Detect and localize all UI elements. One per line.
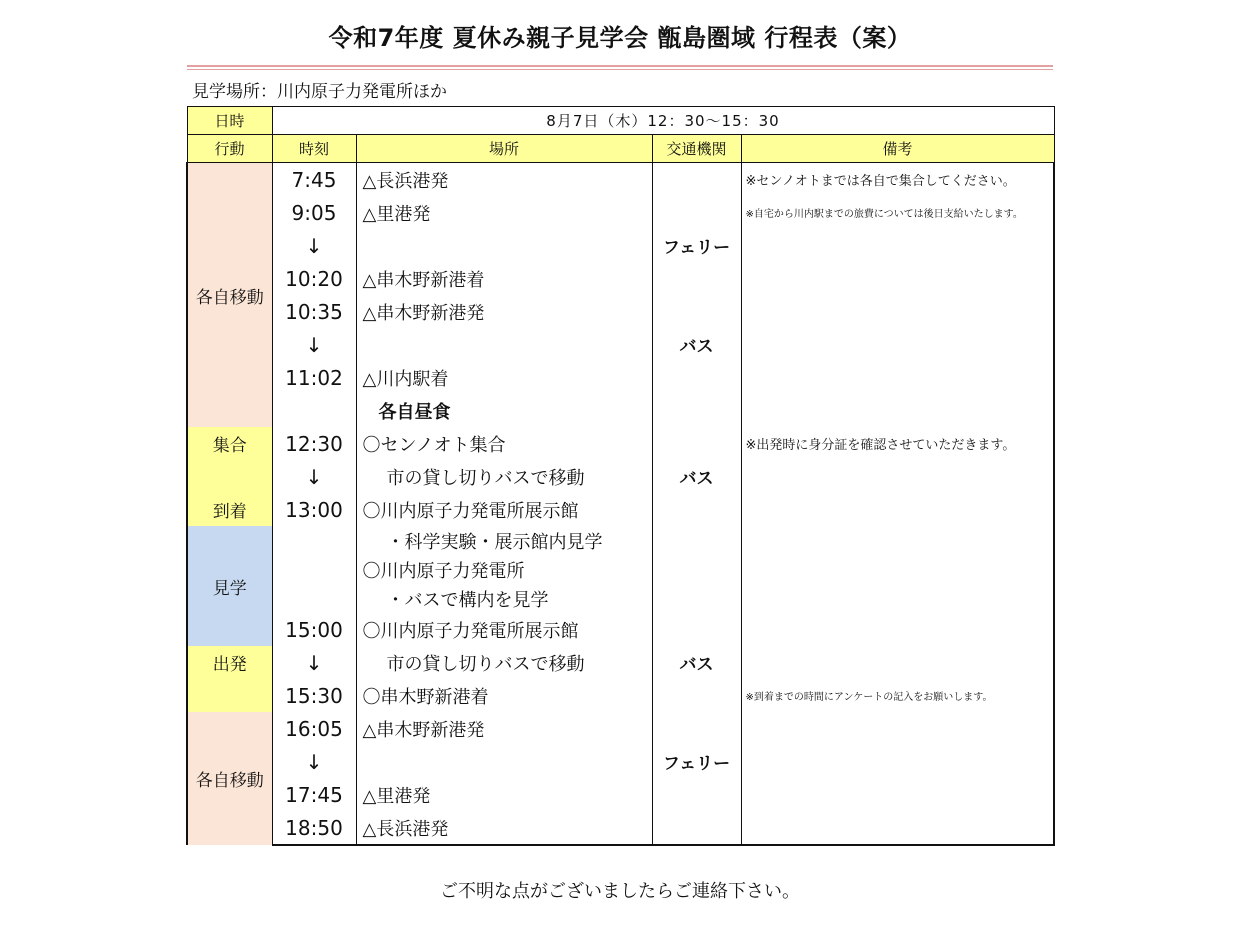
note-cell: ※到着までの時間にアンケートの記入をお願いします。	[741, 679, 1054, 712]
note-cell: ※自宅から川内駅までの旅費については後日支給いたします。	[741, 196, 1054, 229]
table-row	[187, 584, 1054, 613]
datetime-label: 日時	[187, 107, 272, 135]
transport-cell: バス	[652, 646, 741, 679]
note-cell	[741, 712, 1054, 745]
action-assemble: 集合	[187, 427, 272, 493]
note-cell	[741, 394, 1054, 427]
transport-cell: フェリー	[652, 229, 741, 262]
time-cell: ↓	[272, 229, 356, 262]
place-cell: △長浜港発	[356, 811, 652, 845]
transport-cell	[652, 555, 741, 584]
time-cell: 15:30	[272, 679, 356, 712]
table-row	[187, 493, 1054, 526]
table-row	[187, 229, 1054, 262]
note-cell: ※センノオトまでは各自で集合してください。	[741, 163, 1054, 197]
transport-cell	[652, 526, 741, 555]
table-row	[187, 811, 1054, 845]
transport-cell	[652, 493, 741, 526]
time-cell: 9:05	[272, 196, 356, 229]
place-cell	[356, 745, 652, 778]
place-cell: △串木野新港発	[356, 712, 652, 745]
time-cell: 10:20	[272, 262, 356, 295]
datetime-row	[187, 107, 1054, 135]
transport-cell: バス	[652, 328, 741, 361]
table-row	[187, 778, 1054, 811]
table-row	[187, 295, 1054, 328]
table-row	[187, 163, 1054, 197]
transport-cell	[652, 295, 741, 328]
table-row	[187, 262, 1054, 295]
col-notes-header: 備考	[741, 135, 1054, 163]
time-cell: 11:02	[272, 361, 356, 394]
place-cell: 市の貸し切りバスで移動	[356, 646, 652, 679]
table-row	[187, 427, 1054, 460]
note-cell	[741, 361, 1054, 394]
note-cell	[741, 745, 1054, 778]
place-cell: 〇川内原子力発電所	[356, 555, 652, 584]
place-cell	[356, 328, 652, 361]
transport-cell	[652, 811, 741, 845]
place-cell: 各自昼食	[356, 394, 652, 427]
transport-cell	[652, 613, 741, 646]
time-cell: 17:45	[272, 778, 356, 811]
place-cell	[356, 229, 652, 262]
place-cell: ・科学実験・展示館内見学	[356, 526, 652, 555]
note-cell	[741, 811, 1054, 845]
note-cell	[741, 460, 1054, 493]
location-text: 見学場所：川内原子力発電所ほか	[192, 82, 447, 102]
table-row	[187, 679, 1054, 712]
col-transport-header: 交通機関	[652, 135, 741, 163]
place-cell: 〇センノオト集合	[356, 427, 652, 460]
action-depart: 出発	[187, 646, 272, 712]
transport-cell: フェリー	[652, 745, 741, 778]
time-cell: ↓	[272, 460, 356, 493]
table-row	[187, 526, 1054, 555]
table-row	[187, 460, 1054, 493]
time-cell: 7:45	[272, 163, 356, 197]
column-header-row	[187, 135, 1054, 163]
col-place-header: 場所	[356, 135, 652, 163]
title-divider-thin	[187, 69, 1053, 70]
transport-cell	[652, 427, 741, 460]
place-cell: 〇川内原子力発電所展示館	[356, 613, 652, 646]
place-cell: 市の貸し切りバスで移動	[356, 460, 652, 493]
time-cell: 16:05	[272, 712, 356, 745]
time-cell: 13:00	[272, 493, 356, 526]
contact-footer: ご不明な点がございましたらご連絡下さい。	[440, 881, 800, 902]
action-arrive: 到着	[187, 493, 272, 526]
table-row	[187, 361, 1054, 394]
table-row	[187, 555, 1054, 584]
time-cell	[272, 526, 356, 555]
time-cell: 15:00	[272, 613, 356, 646]
transport-cell: バス	[652, 460, 741, 493]
page-title: 令和7年度 夏休み親子見学会 甑島圏域 行程表（案）	[328, 24, 912, 52]
place-cell: △里港発	[356, 196, 652, 229]
action-self-move: 各自移動	[187, 712, 272, 845]
table-row	[187, 646, 1054, 679]
note-cell	[741, 646, 1054, 679]
table-row	[187, 745, 1054, 778]
time-cell: ↓	[272, 646, 356, 679]
time-cell: 18:50	[272, 811, 356, 845]
note-cell	[741, 328, 1054, 361]
note-cell	[741, 526, 1054, 555]
place-cell: △串木野新港着	[356, 262, 652, 295]
table-row	[187, 613, 1054, 646]
action-tour: 見学	[187, 526, 272, 646]
place-cell: 〇串木野新港着	[356, 679, 652, 712]
transport-cell	[652, 394, 741, 427]
time-cell: ↓	[272, 745, 356, 778]
time-cell	[272, 394, 356, 427]
table-row	[187, 712, 1054, 745]
note-cell: ※出発時に身分証を確認させていただきます。	[741, 427, 1054, 460]
note-cell	[741, 778, 1054, 811]
place-cell: △串木野新港発	[356, 295, 652, 328]
time-cell	[272, 584, 356, 613]
note-cell	[741, 555, 1054, 584]
title-divider	[187, 65, 1053, 67]
col-action-header: 行動	[187, 135, 272, 163]
place-cell: 〇川内原子力発電所展示館	[356, 493, 652, 526]
action-self-move: 各自移動	[187, 163, 272, 428]
transport-cell	[652, 196, 741, 229]
itinerary-table	[186, 106, 1055, 846]
time-cell	[272, 555, 356, 584]
time-cell: 10:35	[272, 295, 356, 328]
col-time-header: 時刻	[272, 135, 356, 163]
table-row	[187, 394, 1054, 427]
table-row	[187, 328, 1054, 361]
note-cell	[741, 613, 1054, 646]
note-cell	[741, 262, 1054, 295]
datetime-value: 8月7日（木）12：30～15：30	[272, 107, 1054, 135]
note-cell	[741, 229, 1054, 262]
transport-cell	[652, 679, 741, 712]
transport-cell	[652, 778, 741, 811]
transport-cell	[652, 712, 741, 745]
note-cell	[741, 295, 1054, 328]
place-cell: △川内駅着	[356, 361, 652, 394]
transport-cell	[652, 163, 741, 197]
place-cell: ・バスで構内を見学	[356, 584, 652, 613]
note-cell	[741, 584, 1054, 613]
place-cell: △長浜港発	[356, 163, 652, 197]
table-row	[187, 196, 1054, 229]
note-cell	[741, 493, 1054, 526]
place-cell: △里港発	[356, 778, 652, 811]
time-cell: ↓	[272, 328, 356, 361]
transport-cell	[652, 584, 741, 613]
time-cell: 12:30	[272, 427, 356, 460]
transport-cell	[652, 361, 741, 394]
transport-cell	[652, 262, 741, 295]
